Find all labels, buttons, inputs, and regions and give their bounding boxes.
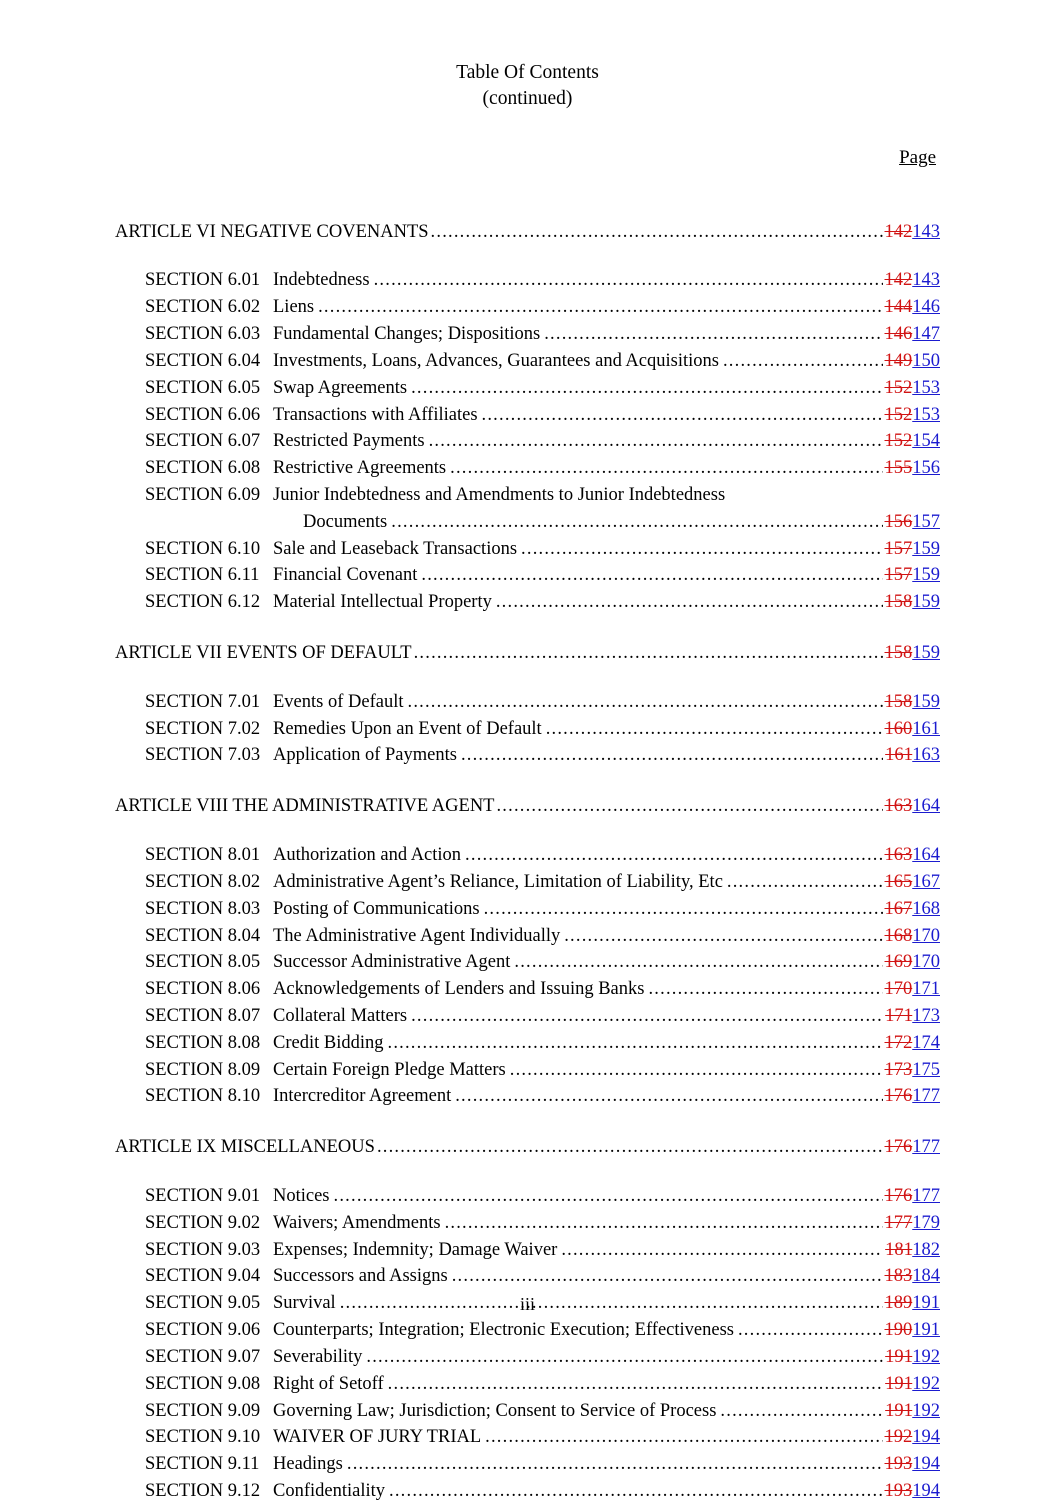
toc-section-number: SECTION 6.11: [145, 565, 260, 586]
page-number-deleted: 191: [885, 1373, 913, 1394]
toc-section-number: SECTION 9.04: [145, 1266, 261, 1287]
page-number-deleted: 169: [884, 952, 913, 973]
toc-section-number: SECTION 6.03: [145, 324, 261, 345]
toc-section-row[interactable]: [115, 1183, 940, 1210]
toc-section-number: SECTION 9.09: [145, 1400, 261, 1421]
toc-section-title: Severability: [273, 1346, 363, 1367]
page-column-label: Page: [899, 146, 936, 168]
toc-section-number: SECTION 8.05: [145, 952, 261, 973]
toc-section-row[interactable]: [115, 1371, 940, 1398]
page-number-deleted: 193: [884, 1480, 913, 1501]
toc-section-title: Sale and Leaseback Transactions: [273, 538, 518, 559]
toc-section-row[interactable]: [115, 1210, 940, 1237]
row-spacer: [115, 195, 940, 219]
toc-leader-dots: [429, 432, 883, 451]
page-number-inserted: 161: [912, 718, 940, 739]
row-spacer: [115, 769, 940, 793]
toc-leader-dots: [391, 513, 882, 532]
page-number-inserted: 182: [912, 1239, 940, 1260]
toc-page-numbers[interactable]: [883, 949, 941, 976]
toc-section-title: Transactions with Affiliates: [273, 404, 478, 425]
page-number-inserted: 170: [912, 952, 940, 973]
page-number-inserted: 177: [912, 1086, 940, 1107]
toc-section-number: SECTION 9.10: [145, 1427, 261, 1448]
toc-section-title: Survival: [273, 1293, 336, 1314]
page-number-inserted: 192: [912, 1346, 940, 1367]
toc-leader-dots: [318, 298, 882, 317]
page-number-inserted: 168: [912, 898, 940, 919]
toc-page-numbers[interactable]: [883, 1134, 941, 1161]
page-number-inserted: 192: [912, 1373, 940, 1394]
toc-article-row[interactable]: [115, 1134, 940, 1161]
toc-section-row[interactable]: [115, 1398, 940, 1425]
toc-leader-dots: [461, 746, 883, 765]
page-number-inserted: 194: [912, 1427, 940, 1448]
toc-section-title: Application of Payments: [273, 745, 457, 766]
page-number-inserted: 170: [912, 925, 940, 946]
toc-page-numbers[interactable]: [883, 321, 941, 348]
page-number-inserted: 159: [912, 538, 940, 559]
toc-section-number: SECTION 6.06: [145, 404, 261, 425]
toc-article-label: ARTICLE VI NEGATIVE COVENANTS: [115, 221, 429, 242]
toc-section-title: Fundamental Changes; Dispositions: [273, 324, 541, 345]
row-spacer: [115, 245, 940, 267]
page-number-inserted: 153: [912, 404, 940, 425]
toc-section-row[interactable]: [115, 348, 940, 375]
toc-page-numbers[interactable]: [883, 1030, 941, 1057]
toc-section-row[interactable]: [115, 375, 940, 402]
toc-section-title: Indebtedness: [273, 270, 370, 291]
page-number-inserted: 164: [912, 845, 940, 866]
toc-section-row[interactable]: [115, 842, 940, 869]
toc-leader-dots: [408, 693, 883, 712]
toc-page-numbers[interactable]: [883, 455, 941, 482]
page-number-deleted: 191: [885, 1346, 913, 1367]
toc-page-numbers[interactable]: [883, 1478, 941, 1505]
toc-section-title: Credit Bidding: [273, 1032, 384, 1053]
toc-page-numbers[interactable]: [883, 923, 941, 950]
page-number-inserted: 163: [912, 745, 940, 766]
toc-leader-dots: [484, 900, 883, 919]
row-spacer: [115, 667, 940, 689]
toc-article-label: ARTICLE IX MISCELLANEOUS: [115, 1137, 375, 1158]
toc-section-title: Notices: [273, 1186, 330, 1206]
page-number-deleted: 171: [885, 1005, 913, 1026]
toc-leader-dots: [510, 1061, 883, 1080]
toc-section-row[interactable]: [115, 1030, 940, 1057]
toc-page-numbers[interactable]: [883, 742, 940, 769]
toc-section-row-continued[interactable]: [115, 509, 940, 536]
toc-section-title: WAIVER OF JURY TRIAL: [273, 1427, 482, 1448]
toc-section-title: Remedies Upon an Event of Default: [273, 718, 542, 739]
page-number-deleted: 190: [884, 1320, 913, 1341]
toc-leader-dots: [431, 223, 883, 242]
toc-section-row[interactable]: [115, 689, 940, 716]
toc-page-numbers[interactable]: [883, 1344, 940, 1371]
page-number-deleted: 152: [884, 431, 913, 452]
toc-page-numbers[interactable]: [883, 428, 941, 455]
toc-section-row[interactable]: [115, 896, 940, 923]
toc-section-title: Authorization and Action: [273, 845, 462, 866]
page-number-deleted: 193: [884, 1454, 913, 1475]
toc-section-row[interactable]: [115, 402, 940, 429]
toc-section-title: Right of Setoff: [273, 1373, 384, 1394]
toc-section-row[interactable]: [115, 321, 940, 348]
toc-section-number: SECTION 6.09: [145, 484, 261, 505]
toc-leader-dots: [374, 271, 883, 290]
toc-section-title: Collateral Matters: [273, 1005, 408, 1026]
toc-section-title: Events of Default: [273, 691, 404, 712]
toc-leader-dots: [377, 1138, 883, 1157]
toc-section-number: SECTION 9.05: [145, 1293, 261, 1314]
page-number-inserted: 171: [912, 979, 940, 1000]
toc-page-numbers[interactable]: [883, 793, 941, 820]
toc-page-numbers[interactable]: [883, 1451, 941, 1478]
toc-leader-dots: [414, 644, 883, 663]
toc-leader-dots: [727, 873, 883, 892]
page-number-deleted: 158: [884, 592, 913, 613]
toc-section-row[interactable]: [115, 1057, 940, 1084]
toc-section-row[interactable]: [115, 1263, 940, 1290]
toc-section-number: SECTION 7.02: [145, 718, 261, 739]
toc-section-row[interactable]: [115, 1424, 940, 1451]
page-number-deleted: 176: [884, 1186, 913, 1206]
page-number-inserted: 174: [912, 1032, 940, 1053]
toc-section-row[interactable]: [115, 923, 940, 950]
page-number-deleted: 192: [884, 1427, 913, 1448]
toc-article-label: ARTICLE VIII THE ADMINISTRATIVE AGENT: [115, 796, 495, 817]
toc-section-number: SECTION 6.02: [145, 297, 261, 318]
toc-leader-dots: [720, 1402, 883, 1421]
toc-section-row[interactable]: [115, 1237, 940, 1264]
toc-leader-dots: [485, 1428, 882, 1447]
toc-section-title: The Administrative Agent Individually: [273, 925, 561, 946]
toc-page-numbers[interactable]: [883, 1317, 941, 1344]
toc-section-row[interactable]: [115, 742, 940, 769]
toc-section-row[interactable]: [115, 869, 940, 896]
toc-leader-dots: [452, 1267, 883, 1286]
page-number-inserted: 147: [912, 324, 940, 345]
toc-section-number: SECTION 9.06: [145, 1320, 261, 1341]
page-number-deleted: 160: [884, 718, 913, 739]
page-number-deleted: 172: [884, 1032, 913, 1053]
page-number-deleted: 191: [885, 1400, 913, 1421]
toc-section-number: SECTION 8.01: [145, 845, 261, 866]
toc-page-numbers[interactable]: [883, 1183, 941, 1210]
toc-page-numbers[interactable]: [883, 589, 941, 616]
toc-section-title: Restricted Payments: [273, 431, 425, 452]
toc-section-number: SECTION 9.08: [145, 1373, 261, 1394]
toc-page-numbers[interactable]: [883, 1371, 940, 1398]
toc-article-label: ARTICLE VII EVENTS OF DEFAULT: [115, 643, 412, 663]
toc-section-row[interactable]: [115, 536, 940, 563]
toc-page-numbers[interactable]: [883, 716, 941, 743]
page-number-deleted: 156: [884, 511, 913, 532]
page-number-inserted: 164: [912, 796, 940, 817]
page-number-inserted: 153: [912, 377, 940, 398]
toc-page-numbers[interactable]: [883, 267, 941, 294]
toc-section-number: SECTION 8.09: [145, 1059, 261, 1080]
toc-page-numbers[interactable]: [883, 536, 941, 563]
toc-leader-dots: [564, 927, 882, 946]
toc-section-row[interactable]: [115, 1478, 940, 1505]
toc-section-row[interactable]: [115, 1451, 940, 1478]
toc-section-title: Posting of Communications: [273, 898, 480, 919]
row-spacer: [115, 616, 940, 640]
toc-page-numbers[interactable]: [883, 375, 941, 402]
toc-section-number: SECTION 8.03: [145, 898, 261, 919]
page-number-inserted: 143: [912, 270, 940, 291]
toc-page-numbers[interactable]: [883, 1424, 941, 1451]
page-number-deleted: 157: [884, 538, 913, 559]
toc-section-row[interactable]: [115, 589, 940, 616]
toc-section-title: Acknowledgements of Lenders and Issuing Banks: [273, 979, 645, 1000]
toc-section-title: Swap Agreements: [273, 377, 408, 398]
toc-section-title: Junior Indebtedness and Amendments to Junior Indebtedness: [273, 484, 726, 505]
page-number-deleted: 170: [884, 979, 913, 1000]
toc-section-number: SECTION 6.07: [145, 431, 261, 452]
toc-section-title: Material Intellectual Property: [273, 592, 492, 613]
page-number-inserted: 192: [912, 1400, 940, 1421]
toc-leader-dots: [347, 1455, 883, 1474]
toc-section-title: Liens: [273, 297, 315, 318]
toc-section-row[interactable]: [115, 294, 940, 321]
toc-page-numbers[interactable]: [883, 869, 941, 896]
toc-section-title-continued: Documents: [303, 511, 388, 532]
page-folio: iii: [519, 1294, 535, 1314]
toc-section-number: SECTION 9.07: [145, 1346, 261, 1367]
toc-leader-dots: [521, 540, 882, 559]
page-number-inserted: 150: [912, 350, 940, 371]
toc-section-row[interactable]: [115, 949, 940, 976]
toc-section-title: Restrictive Agreements: [273, 458, 447, 479]
toc-leader-dots: [561, 1241, 883, 1260]
toc-section-number: SECTION 9.11: [145, 1454, 260, 1475]
page-number-deleted: 161: [885, 745, 913, 766]
toc-page-numbers[interactable]: [883, 640, 941, 667]
toc-section-number: SECTION 6.12: [145, 592, 261, 613]
toc-section-title: Headings: [273, 1454, 343, 1475]
page-number-inserted: 173: [912, 1005, 940, 1026]
toc-section-title: Investments, Loans, Advances, Guarantees and Acquisitions: [273, 350, 719, 371]
toc-leader-dots: [421, 566, 882, 585]
toc-section-row[interactable]: [115, 267, 940, 294]
page-number-deleted: 142: [884, 270, 913, 291]
toc-section-number: SECTION 9.03: [145, 1239, 261, 1260]
toc-article-row[interactable]: [115, 793, 940, 820]
toc-leader-dots: [482, 406, 883, 425]
page-number-inserted: 177: [912, 1137, 940, 1158]
page-number-deleted: 158: [884, 643, 913, 663]
toc-section-number: SECTION 7.03: [145, 745, 261, 766]
row-spacer: [115, 1110, 940, 1134]
toc-section-title: Administrative Agent’s Reliance, Limitation of Liability, Etc: [273, 871, 723, 892]
toc-leader-dots: [334, 1187, 883, 1206]
toc-section-title: Successors and Assigns: [273, 1266, 448, 1287]
page-number-inserted: 179: [912, 1212, 940, 1233]
toc-section-title: Confidentiality: [273, 1480, 386, 1501]
toc-section-number: SECTION 8.04: [145, 925, 261, 946]
toc-section-number: SECTION 9.01: [145, 1186, 261, 1206]
page-number-inserted: 146: [912, 297, 940, 318]
page-number-deleted: 176: [884, 1086, 913, 1107]
toc-section-title: Governing Law; Jurisdiction; Consent to Service of Process: [273, 1400, 717, 1421]
toc-leader-dots: [465, 846, 882, 865]
toc-leader-dots: [546, 720, 883, 739]
toc-page-numbers[interactable]: [883, 842, 941, 869]
toc-section-number: SECTION 8.08: [145, 1032, 261, 1053]
toc-section-row[interactable]: [115, 455, 940, 482]
page-number-deleted: 149: [884, 350, 913, 371]
page-number-inserted: 167: [912, 871, 940, 892]
toc-leader-dots: [496, 593, 883, 612]
page-number-deleted: 163: [884, 845, 913, 866]
toc-leader-dots: [389, 1482, 882, 1501]
toc-section-number: SECTION 9.12: [145, 1480, 261, 1501]
page-number-deleted: 152: [884, 404, 913, 425]
toc-page-numbers[interactable]: [883, 402, 941, 429]
row-spacer: [115, 820, 940, 842]
toc-article-row[interactable]: [115, 219, 940, 246]
page-number-inserted: 159: [912, 643, 940, 663]
page-subtitle: (continued): [482, 88, 573, 110]
toc-page-numbers[interactable]: [883, 294, 941, 321]
toc-leader-dots: [450, 459, 882, 478]
page-number-deleted: 152: [884, 377, 913, 398]
toc-section-number: SECTION 8.02: [145, 871, 261, 892]
toc-page-numbers[interactable]: [883, 689, 941, 716]
page-number-inserted: 143: [912, 221, 940, 242]
page-number-deleted: 189: [884, 1293, 913, 1314]
toc-section-row[interactable]: [115, 976, 940, 1003]
toc-section-row[interactable]: [115, 1083, 940, 1110]
toc-section-number: SECTION 6.08: [145, 458, 261, 479]
toc-section-number: SECTION 8.07: [145, 1005, 261, 1026]
page-number-inserted: 191: [912, 1320, 940, 1341]
toc-section-number: SECTION 6.05: [145, 377, 261, 398]
toc-leader-dots: [544, 325, 882, 344]
toc-page-numbers[interactable]: [883, 1003, 940, 1030]
toc-section-row[interactable]: [115, 428, 940, 455]
page-column-header: [115, 147, 940, 169]
page-number-inserted: 175: [912, 1059, 940, 1080]
toc-section-number: SECTION 7.01: [145, 691, 261, 712]
page-number-inserted: 157: [912, 511, 940, 532]
page-number-deleted: 158: [884, 691, 913, 712]
toc-section-title: Counterparts; Integration; Electronic Execution; Effectiveness: [273, 1320, 734, 1341]
page-number-deleted: 177: [884, 1212, 913, 1233]
page-number-deleted: 142: [884, 221, 913, 242]
toc-leader-dots: [738, 1321, 883, 1340]
toc-leader-dots: [411, 379, 882, 398]
toc-section-row[interactable]: [115, 1344, 940, 1371]
toc-page-numbers[interactable]: [883, 219, 941, 246]
page-number-deleted: 163: [884, 796, 913, 817]
toc-page-numbers[interactable]: [883, 1057, 941, 1084]
page-number-deleted: 183: [884, 1266, 913, 1287]
toc-page-numbers[interactable]: [883, 1210, 941, 1237]
toc-section-number: SECTION 8.06: [145, 979, 261, 1000]
page-number-inserted: 159: [912, 565, 940, 586]
page-number-inserted: 154: [912, 431, 940, 452]
toc-page-numbers[interactable]: [883, 976, 941, 1003]
toc-leader-dots: [445, 1214, 883, 1233]
toc-section-number: SECTION 6.04: [145, 350, 261, 371]
toc-section-row[interactable]: [115, 1003, 940, 1030]
row-spacer: [115, 1161, 940, 1183]
toc-leader-dots: [388, 1375, 884, 1394]
page-number-deleted: 146: [884, 324, 913, 345]
toc-page-numbers[interactable]: [883, 896, 941, 923]
toc-article-row[interactable]: [115, 640, 940, 667]
page-number-deleted: 157: [884, 565, 913, 586]
toc-leader-dots: [723, 352, 883, 371]
page-number-inserted: 191: [912, 1293, 940, 1314]
toc-leader-dots: [411, 1007, 883, 1026]
page-number-deleted: 167: [884, 898, 913, 919]
toc-section-number: SECTION 6.01: [145, 270, 261, 291]
page-number-deleted: 181: [885, 1239, 913, 1260]
page-number-inserted: 184: [912, 1266, 940, 1287]
page-number-inserted: 194: [912, 1454, 940, 1475]
toc-page-numbers[interactable]: [883, 348, 941, 375]
page-number-deleted: 173: [884, 1059, 913, 1080]
page-number-deleted: 165: [884, 871, 913, 892]
toc-leader-dots: [496, 797, 882, 816]
toc-leader-dots: [388, 1034, 883, 1053]
page-number-deleted: 155: [884, 458, 913, 479]
toc-page-numbers[interactable]: [883, 562, 941, 589]
page-number-inserted: 159: [912, 691, 940, 712]
toc-section-title: Certain Foreign Pledge Matters: [273, 1059, 506, 1080]
page-number-inserted: 159: [912, 592, 940, 613]
toc-leader-dots: [514, 953, 882, 972]
page-number-deleted: 176: [884, 1137, 913, 1158]
toc-section-title: Intercreditor Agreement: [273, 1086, 452, 1107]
page-number-deleted: 168: [884, 925, 913, 946]
toc-page-numbers[interactable]: [883, 1263, 941, 1290]
toc-page-numbers[interactable]: [883, 1398, 940, 1425]
page-number-inserted: 156: [912, 458, 940, 479]
toc-section-number: SECTION 6.10: [145, 538, 261, 559]
toc-section-number: SECTION 8.10: [145, 1086, 261, 1107]
toc-section-title: Waivers; Amendments: [273, 1212, 441, 1233]
page-number-deleted: 144: [884, 297, 913, 318]
toc-section-title: Financial Covenant: [273, 565, 418, 586]
toc-page-numbers[interactable]: [883, 509, 941, 536]
toc-page-numbers[interactable]: [883, 1083, 941, 1110]
page-number-inserted: 194: [912, 1480, 940, 1501]
toc-section-row[interactable]: [115, 482, 940, 509]
toc-leader-dots: [455, 1087, 882, 1106]
toc-section-row[interactable]: [115, 562, 940, 589]
toc-page-numbers[interactable]: [883, 1237, 940, 1264]
toc-section-title: Expenses; Indemnity; Damage Waiver: [273, 1239, 558, 1260]
page-number-inserted: 177: [912, 1186, 940, 1206]
toc-leader-dots: [648, 980, 882, 999]
toc-leader-dots: [366, 1348, 883, 1367]
page-title: Table Of Contents: [456, 62, 599, 83]
toc-section-title: Successor Administrative Agent: [273, 952, 511, 973]
toc-section-row[interactable]: [115, 716, 940, 743]
toc-section-row[interactable]: [115, 1317, 940, 1344]
toc-section-number: SECTION 9.02: [145, 1212, 261, 1233]
